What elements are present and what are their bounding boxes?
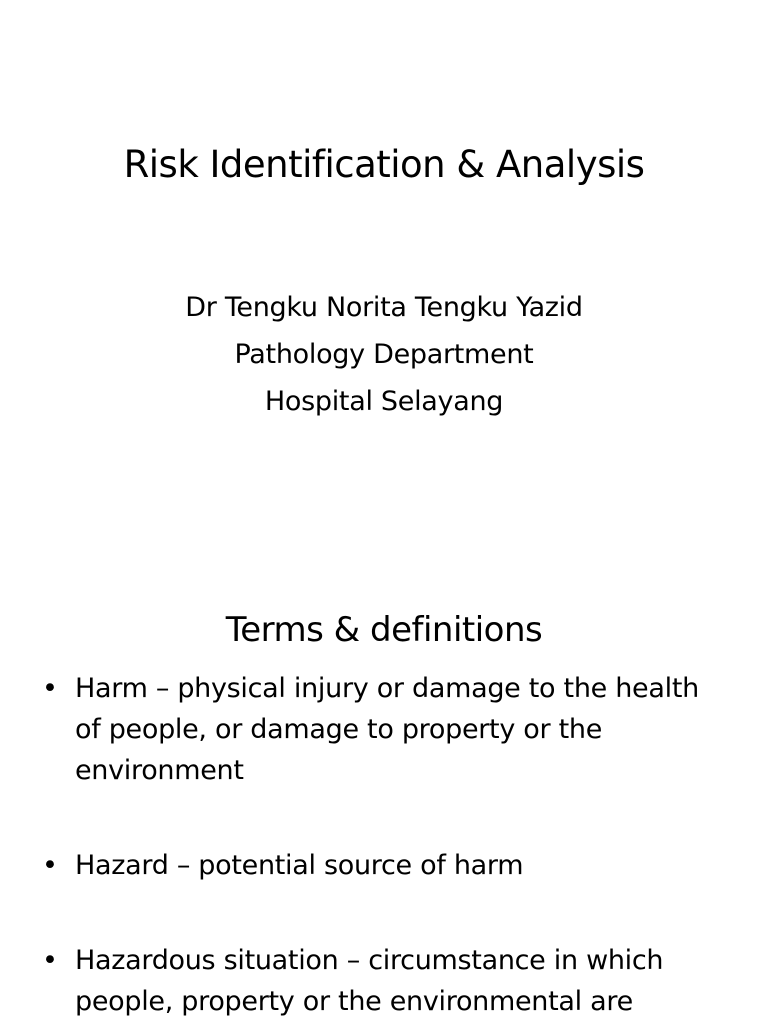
slide-title: Terms & definitions [225, 610, 543, 650]
definition-hazardous-situation: Hazardous situation – circumstance in which people, property or the environmental are [75, 945, 664, 1017]
presenter-department: Pathology Department [234, 339, 534, 370]
presenter-name: Dr Tengku Norita Tengku Yazid [185, 292, 583, 323]
list-item [42, 668, 702, 791]
bullet-icon: • [42, 673, 58, 704]
presentation-title: Risk Identification & Analysis [123, 143, 645, 186]
list-item [42, 845, 702, 886]
definitions-slide [0, 576, 768, 1024]
presenter-hospital: Hospital Selayang [264, 386, 504, 417]
bullet-icon: • [42, 945, 58, 976]
presenter-info [0, 288, 768, 429]
definitions-list [42, 668, 702, 1024]
list-item [42, 940, 702, 1022]
bullet-icon: • [42, 850, 58, 881]
definition-harm: Harm – physical injury or damage to the health of people, or damage to property or the environment [75, 673, 699, 786]
definition-hazard: Hazard – potential source of harm [75, 850, 524, 881]
